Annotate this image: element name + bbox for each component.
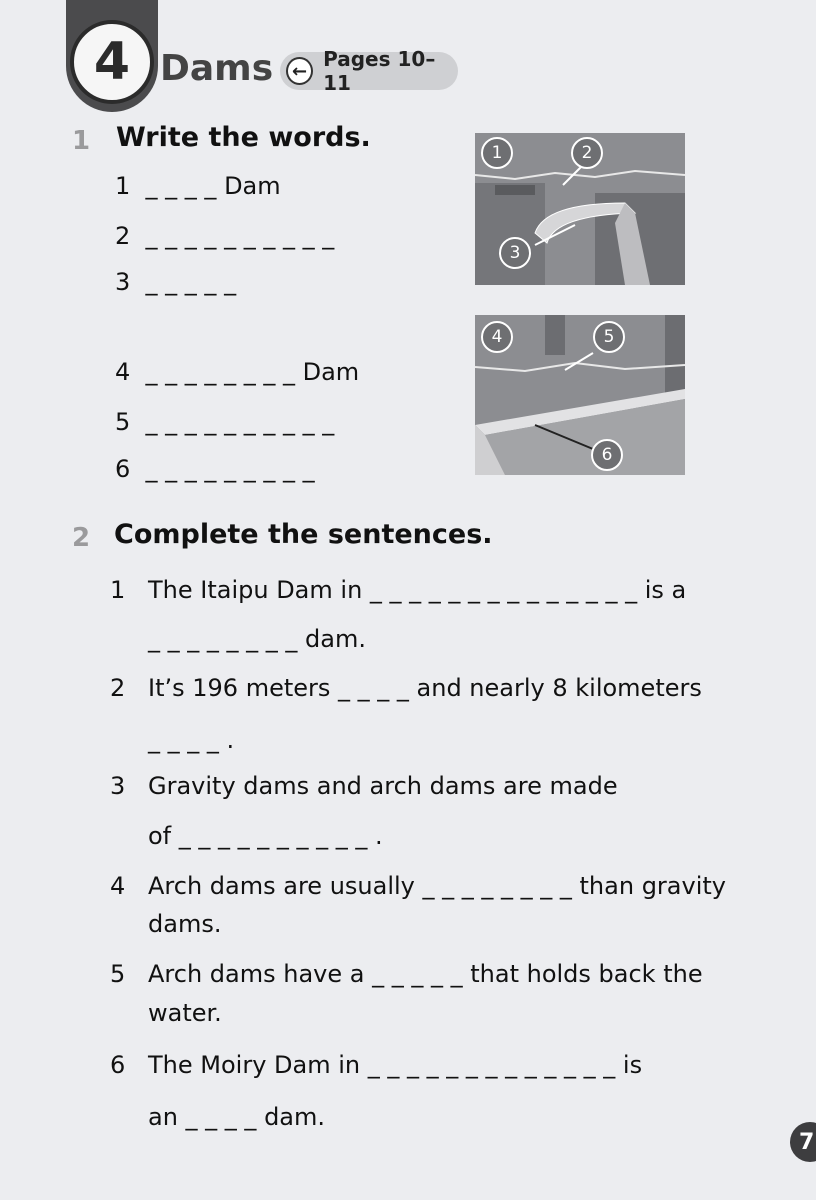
pages-label: Pages 10–11 (323, 47, 436, 95)
sentence-4-number: 4 (110, 872, 126, 900)
picture-label-6: 6 (591, 439, 623, 471)
picture-label-3: 3 (499, 237, 531, 269)
sentence-4-line-2: dams. (148, 910, 222, 938)
sentence-1-line-1: The Itaipu Dam in _ _ _ _ _ _ _ _ _ _ _ _ _ _ is a (148, 576, 687, 604)
sentence-5-number: 5 (110, 960, 126, 988)
sentence-2-line-1: It’s 196 meters _ _ _ _ and nearly 8 kilometers (148, 674, 702, 702)
exercise-1-number: 1 (72, 126, 91, 156)
word-item-3: 3 _ _ _ _ _ (115, 268, 237, 296)
word-item-2: 2 _ _ _ _ _ _ _ _ _ _ (115, 222, 335, 250)
sentence-2-number: 2 (110, 674, 126, 702)
sentence-1-number: 1 (110, 576, 126, 604)
gravity-dam-picture (475, 315, 685, 475)
arrow-left-icon: ← (286, 57, 313, 85)
picture-label-1: 1 (481, 137, 513, 169)
sentence-5-line-2: water. (148, 999, 222, 1027)
picture-label-4: 4 (481, 321, 513, 353)
exercise-1-title: Write the words. (116, 122, 371, 153)
sentence-2-line-2: _ _ _ _ . (148, 726, 235, 754)
pages-reference (280, 47, 458, 95)
sentence-1-line-2: _ _ _ _ _ _ _ _ dam. (148, 625, 366, 653)
exercise-2-number: 2 (72, 523, 91, 553)
picture-label-5: 5 (593, 321, 625, 353)
sentence-3-line-1: Gravity dams and arch dams are made (148, 772, 618, 800)
word-item-1: 1 _ _ _ _ Dam (115, 172, 281, 200)
sentence-4-line-1: Arch dams are usually _ _ _ _ _ _ _ _ than gravity (148, 872, 726, 900)
word-item-5: 5 _ _ _ _ _ _ _ _ _ _ (115, 408, 335, 436)
sentence-6-line-1: The Moiry Dam in _ _ _ _ _ _ _ _ _ _ _ _ _ is (148, 1051, 643, 1079)
word-item-6: 6 _ _ _ _ _ _ _ _ _ (115, 455, 315, 483)
exercise-2-title: Complete the sentences. (114, 519, 493, 550)
picture-label-2: 2 (571, 137, 603, 169)
sentence-6-line-2: an _ _ _ _ dam. (148, 1103, 326, 1131)
sentence-6-number: 6 (110, 1051, 126, 1079)
sentence-5-line-1: Arch dams have a _ _ _ _ _ that holds back the (148, 960, 703, 988)
sentence-3-line-2: of _ _ _ _ _ _ _ _ _ _ . (148, 822, 383, 850)
word-item-4: 4 _ _ _ _ _ _ _ _ Dam (115, 358, 360, 386)
unit-title: Dams (160, 48, 274, 89)
sentence-3-number: 3 (110, 772, 126, 800)
unit-number: 4 (93, 32, 131, 92)
arch-dam-picture (475, 133, 685, 285)
unit-number-badge (70, 20, 154, 104)
page-number: 7 (790, 1122, 816, 1162)
